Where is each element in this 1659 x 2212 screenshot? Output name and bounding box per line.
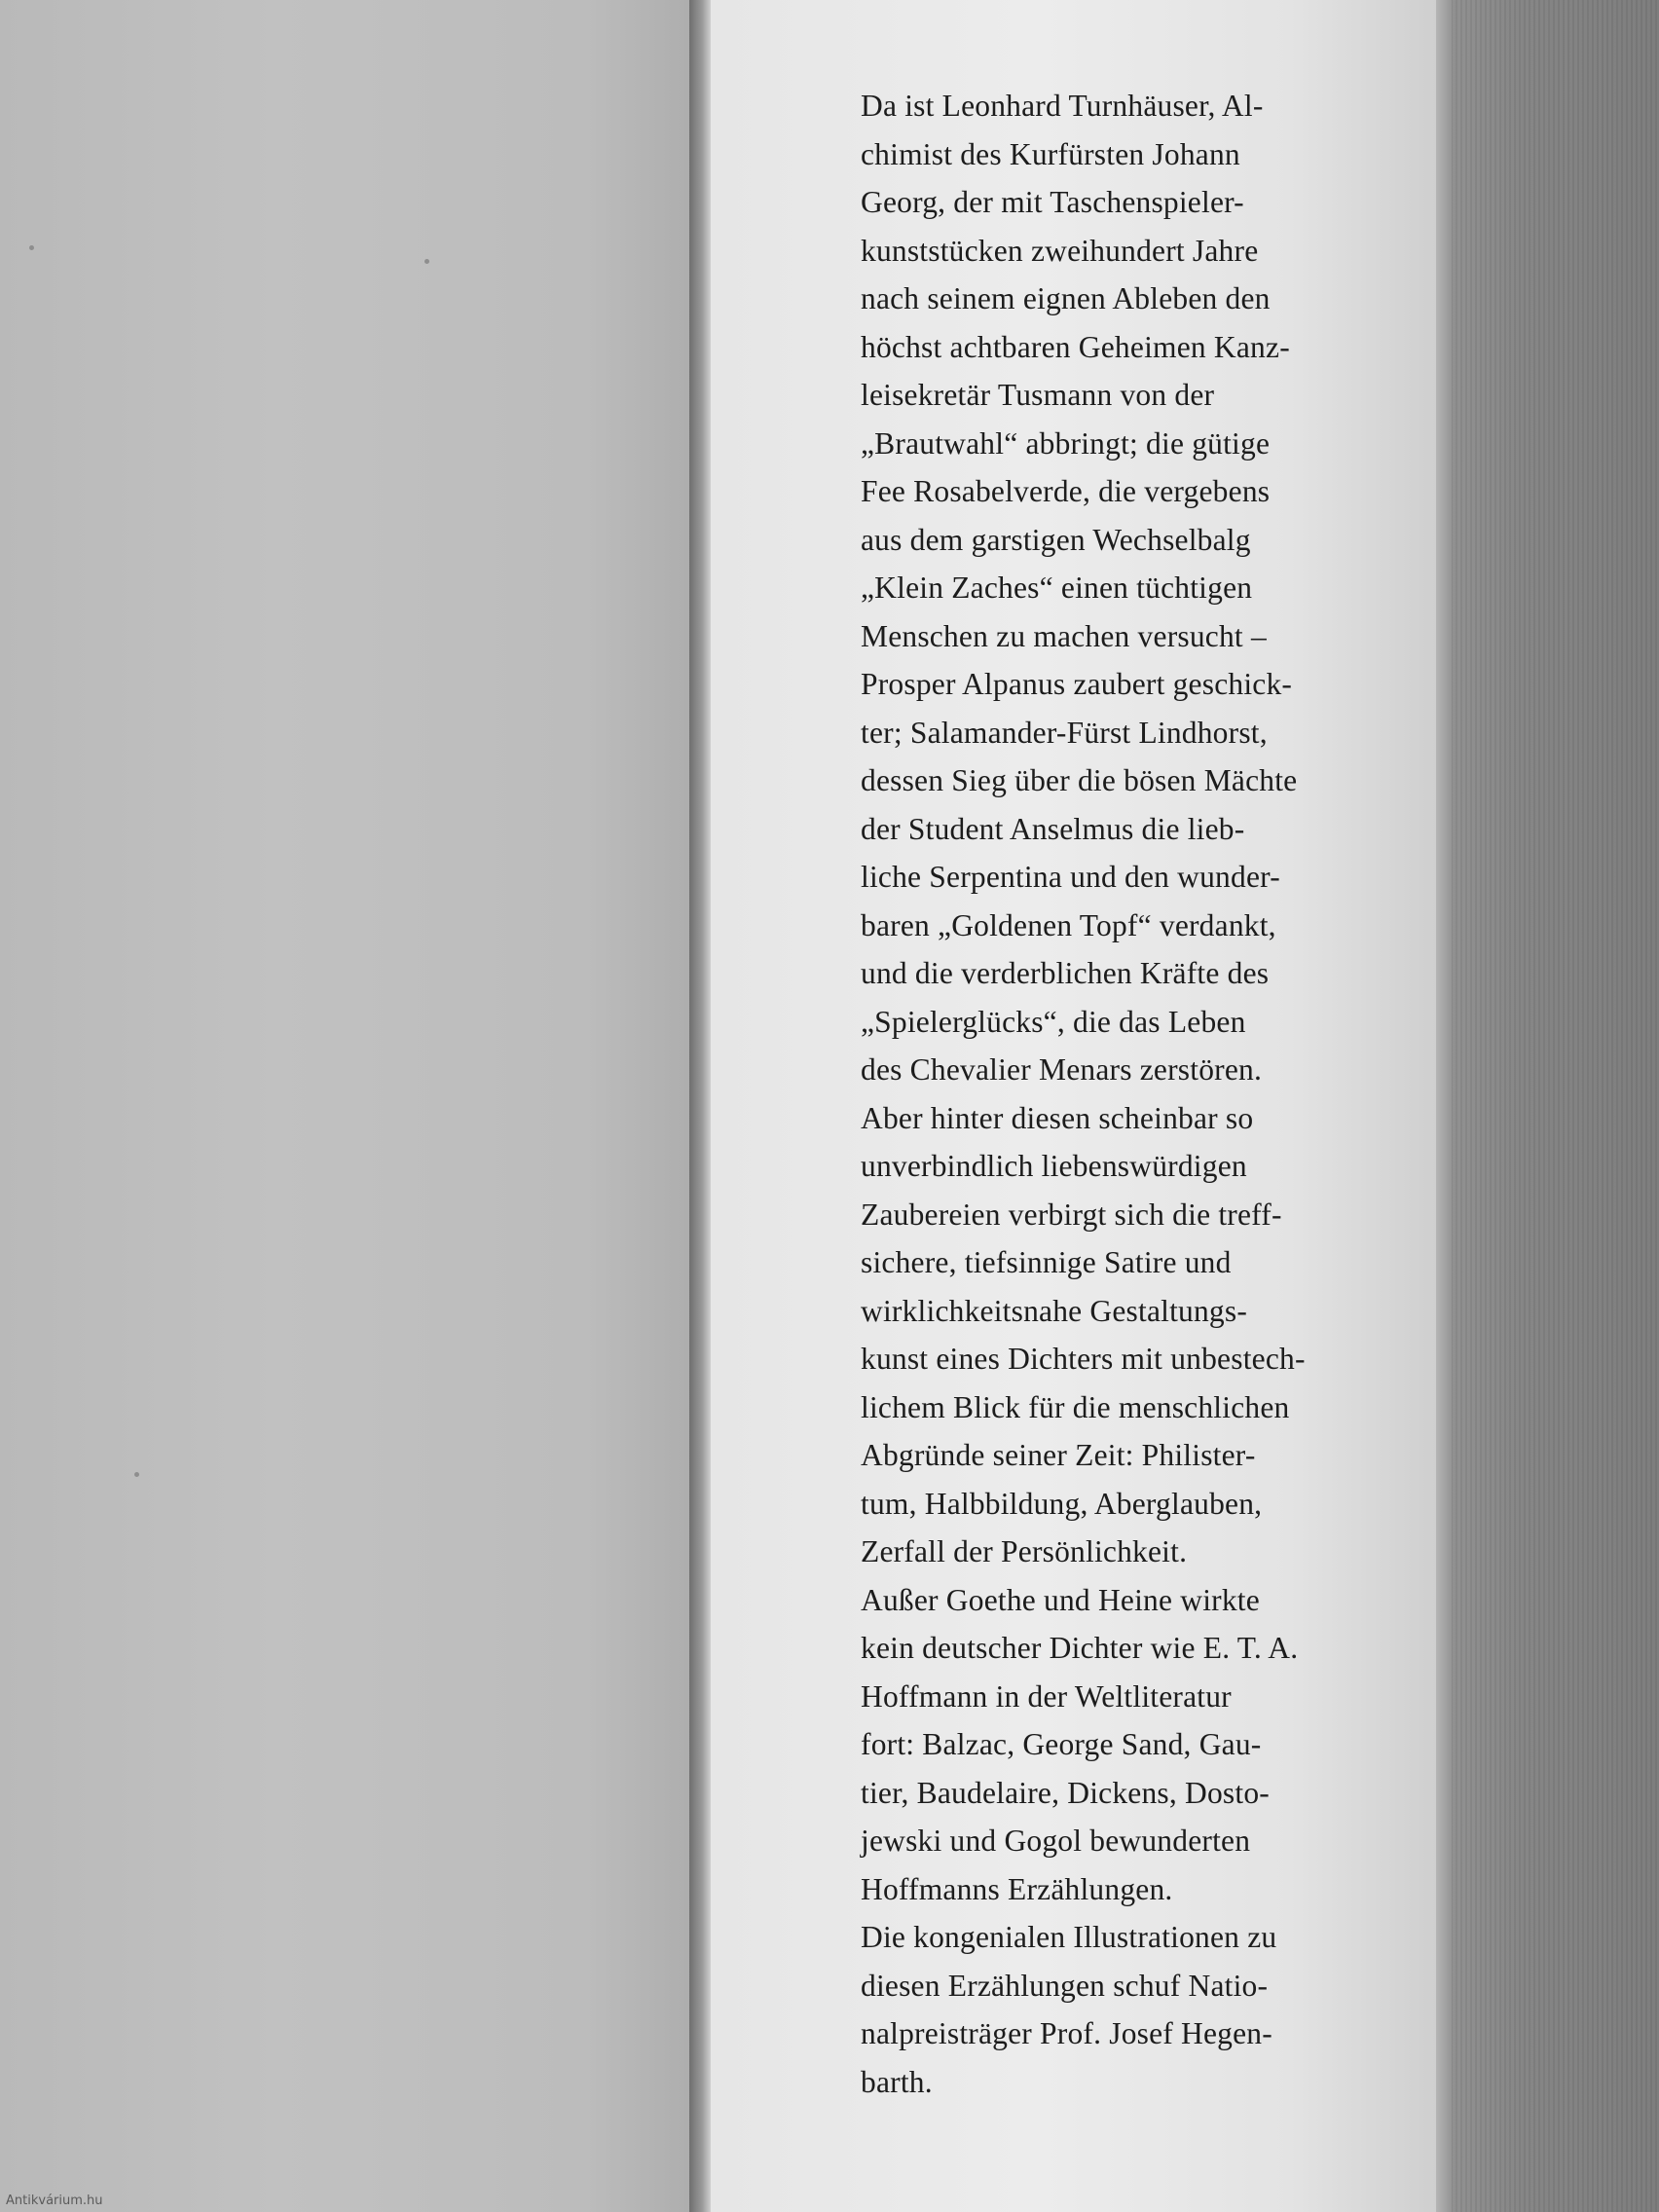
book-page-edge	[1436, 0, 1659, 2212]
blurb-paragraph-satire: Aber hinter diesen scheinbar so unverbindlich liebenswürdigen Zaubereien verbirgt sich die treff- sichere, tiefsinnige Satire und wirklichkeitsnahe Gestaltungs- kunst eines Dichters mit unbestech- lichem Blick für die menschlichen Abgründe seiner Zeit: Philister- tum, Halbbildung, Aberglauben, Zerfall der Persönlichkeit.	[861, 1100, 1306, 1568]
antikvarium-watermark: Antikvárium.hu	[6, 2194, 103, 2208]
page-edge-highlight	[1436, 0, 1452, 2212]
left-cover-board	[0, 0, 689, 2212]
flap-blurb-text	[861, 82, 1382, 2106]
paper-speck	[424, 259, 429, 264]
blurb-paragraph-influence: Außer Goethe und Heine wirkte kein deutscher Dichter wie E. T. A. Hoffmann in der Weltliteratur fort: Balzac, George Sand, Gau- tier, Baudelaire, Dickens, Dosto- jewski und Gogol bewunderten Hoffmanns Erzählungen.	[861, 1582, 1299, 1906]
blurb-paragraph-illustrations: Die kongenialen Illustrationen zu diesen Erzählungen schuf Natio- nalpreisträger Prof. Josef Hegen- barth.	[861, 1920, 1277, 2099]
paper-speck	[29, 245, 34, 250]
blurb-paragraph-characters: Da ist Leonhard Turnhäuser, Al- chimist des Kurfürsten Johann Georg, der mit Taschenspieler- kunststücken zweihundert Jahre nach seinem eignen Ableben den höchst achtbaren Geheimen Kanz- leisekretär Tusmann von der „Brautwahl“ abbringt; die gütige Fee Rosabelverde, die vergebens aus dem garstigen Wechselbalg „Klein Zaches“ einen tüchtigen Menschen zu machen versucht – Prosper Alpanus zaubert geschick- ter; Salamander-Fürst Lindhorst, dessen Sieg über die bösen Mächte der Student Anselmus die lieb- liche Serpentina und den wunder- baren „Goldenen Topf“ verdankt, und die verderblichen Kräfte des „Spielerglücks“, die das Leben des Chevalier Menars zerstören.	[861, 89, 1298, 1087]
book-gutter	[689, 0, 711, 2212]
paper-speck	[134, 1472, 139, 1477]
